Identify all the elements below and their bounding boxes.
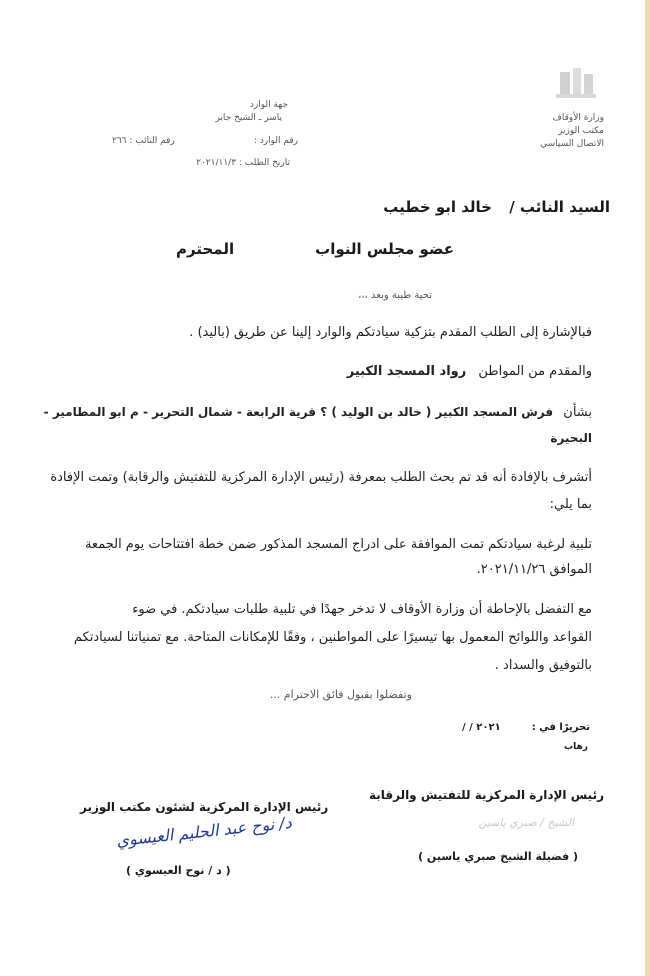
date-initial: رهاب [564, 742, 588, 752]
paragraph-findings-2: بما يلي: [549, 497, 592, 512]
addressee-name: خالد ابو خطيب [383, 198, 492, 216]
ministry-unit: الاتصال السياسي [540, 139, 604, 149]
request-date-label: تاريخ الطلب : ٢٠٢١/١١/٣ [196, 158, 290, 168]
ref-label: رقم الوارد : [253, 136, 298, 146]
date-label: تحريرًا في : [531, 722, 590, 733]
ministry-logo-icon [556, 66, 596, 102]
requester-prefix: والمقدم من المواطن [478, 364, 592, 379]
subject-text: فرش المسجد الكبير ( خالد بن الوليد ) ؟ قرية الرابعة - شمال التحرير - م ابو المطامير - [43, 405, 554, 419]
ministry-office: مكتب الوزير [558, 126, 604, 136]
source-line1: جهة الوارد [249, 100, 288, 110]
paragraph-notice-3: بالتوفيق والسداد . [494, 658, 592, 673]
requester-name: رواد المسجد الكبير [346, 364, 467, 379]
paragraph-notice-2: القواعد واللوائح المعمول بها تيسيرًا على المواطنين ، وفقًا للإمكانات المتاحة. مع تمنياتنا لسيادتكم [73, 630, 592, 645]
right-faded-stamp: الشيخ / صبري ياسين [478, 816, 574, 829]
paragraph-approval-1: تلبية لرغبة سيادتكم تمت الموافقة على ادراج المسجد المذكور ضمن خطة افتتاحات يوم الجمعة [84, 537, 592, 552]
paragraph-requester [347, 364, 592, 379]
ministry-header [540, 112, 604, 151]
addressee-title: السيد النائب / [509, 198, 610, 216]
closing: وتفضلوا بقبول فائق الاحترام ... [269, 688, 412, 701]
paragraph-reference: فبالإشارة إلى الطلب المقدم بتزكية سيادتكم والوارد إلينا عن طريق (باليد) . [189, 325, 592, 340]
addressee-position: عضو مجلس النواب [315, 240, 454, 258]
handwritten-signature: د/ نوح عبد الحليم العيسوي [115, 812, 293, 851]
paper-edge [645, 0, 650, 976]
source-line2: ياسر ـ الشيخ جابر [215, 113, 282, 123]
subject-line [44, 405, 592, 420]
right-signatory-name: ( فضيلة الشيخ صبري ياسين ) [418, 850, 578, 863]
subject-prefix: بشأن [563, 405, 592, 420]
paragraph-findings-1: أتشرف بالإفادة أنه قد تم بحث الطلب بمعرفة (رئيس الإدارة المركزية للتفتيش والرقابة) وتمت الإفادة [50, 470, 592, 485]
paragraph-notice-1: مع التفضل بالإحاطة أن وزارة الأوقاف لا تدخر جهدًا في تلبية طلبات سيادتكم. في ضوء [132, 602, 592, 617]
date-value: / / ٢٠٢١ [462, 722, 501, 733]
right-signatory-title: رئيس الإدارة المركزية للتفتيش والرقابة [368, 788, 604, 802]
mp-label: رقم النائب : ٢٦٦ [112, 136, 175, 146]
left-signatory-title: رئيس الإدارة المركزية لشئون مكتب الوزير [80, 800, 329, 814]
left-signatory-name: ( د / نوح العيسوي ) [126, 864, 231, 877]
paragraph-approval-2: الموافق ٢٠٢١/١١/٢٦. [476, 562, 592, 577]
source-box [110, 96, 300, 180]
addressee-honorific: المحترم [176, 240, 235, 258]
ministry-name: وزارة الأوقاف [552, 113, 604, 123]
greeting: تحية طيبة وبعد ،،، [358, 290, 432, 301]
subject-line-2: البحيرة [550, 431, 592, 445]
